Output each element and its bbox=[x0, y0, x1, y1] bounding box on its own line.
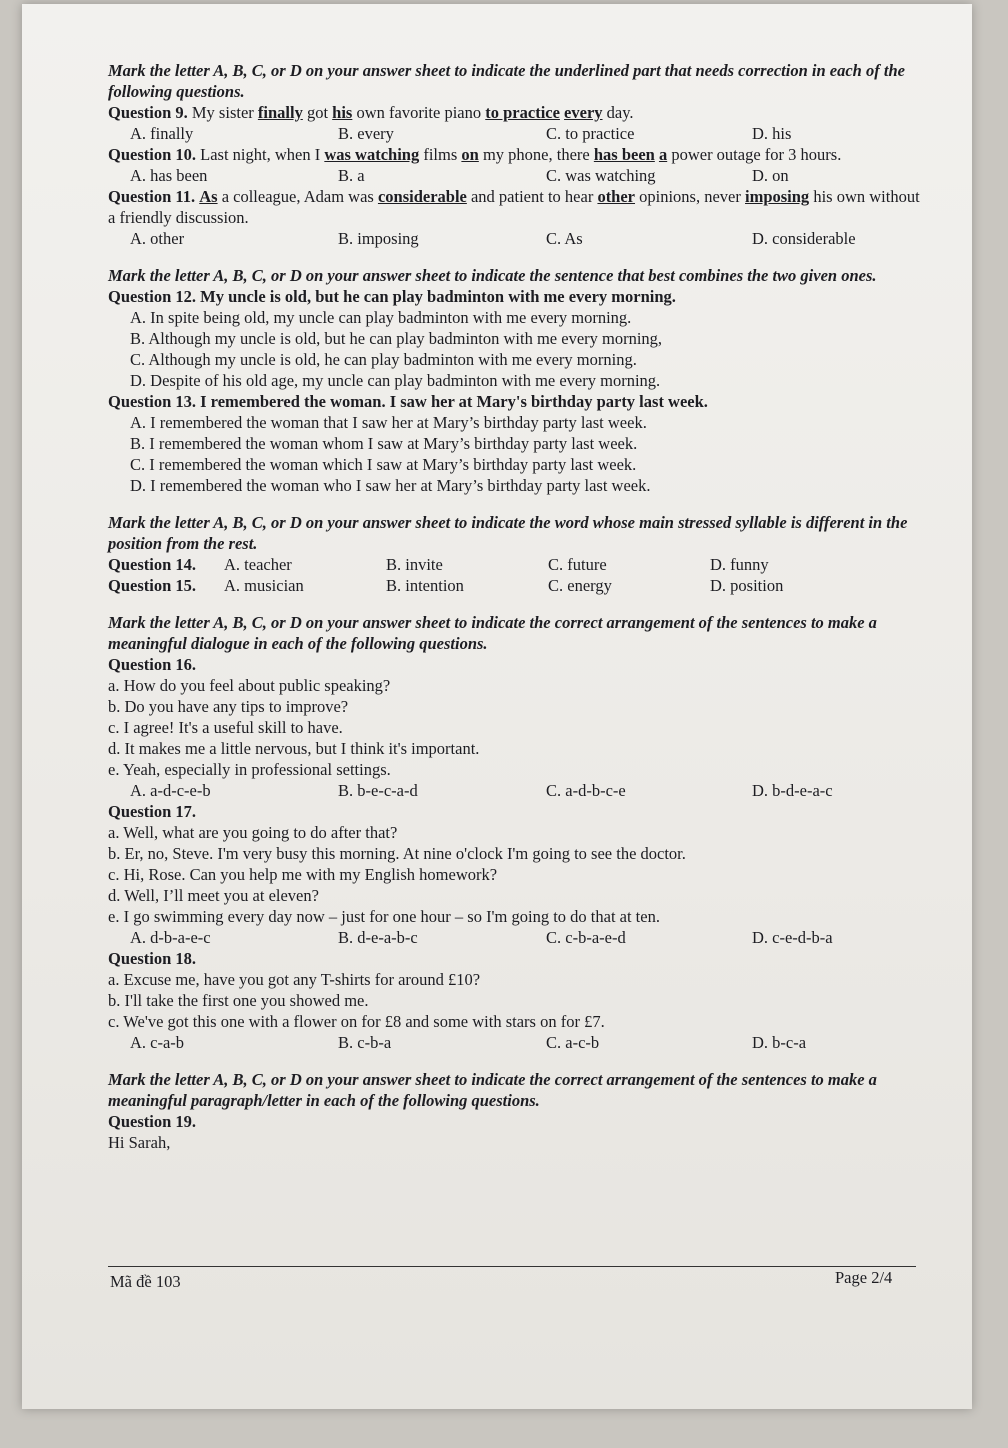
option-b[interactable]: B. a bbox=[338, 166, 365, 185]
section-instruction: Mark the letter A, B, C, or D on your answer sheet to indicate the correct arrangement of the sentences to make a meaningful dialogue in each of the following questions. bbox=[108, 613, 877, 653]
dialogue-line: c. We've got this one with a flower on for £8 and some with stars on for £7. bbox=[108, 1012, 605, 1031]
options-q16 bbox=[108, 780, 923, 801]
dialogue-line: a. Well, what are you going to do after that? bbox=[108, 823, 398, 842]
option-d[interactable]: D. Despite of his old age, my uncle can play badminton with me every morning. bbox=[130, 371, 661, 390]
dialogue-line: b. I'll take the first one you showed me. bbox=[108, 991, 369, 1010]
option-b[interactable]: B. I remembered the woman whom I saw at Mary’s birthday party last week. bbox=[130, 434, 638, 453]
option-b[interactable]: B. d-e-a-b-c bbox=[338, 928, 418, 947]
dialogue-line: b. Do you have any tips to improve? bbox=[108, 697, 349, 716]
option-a[interactable]: A. has been bbox=[130, 166, 208, 185]
question-15: Question 15. A. musician B. intention C. energy D. position bbox=[108, 576, 784, 595]
option-c[interactable]: C. As bbox=[546, 229, 583, 248]
dialogue-line: c. Hi, Rose. Can you help me with my English homework? bbox=[108, 865, 498, 884]
option-a[interactable]: A. musician bbox=[224, 576, 304, 595]
option-d[interactable]: D. position bbox=[710, 576, 784, 595]
question-11: Question 11. As a colleague, Adam was considerable and patient to hear other opinions, never imposing his own without a friendly discussion. bbox=[108, 187, 920, 227]
option-b[interactable]: B. imposing bbox=[338, 229, 419, 248]
option-d[interactable]: D. funny bbox=[710, 555, 769, 574]
option-a[interactable]: A. In spite being old, my uncle can play badminton with me every morning. bbox=[130, 308, 632, 327]
section-instruction: Mark the letter A, B, C, or D on your answer sheet to indicate the word whose main stressed syllable is different in the position from the rest. bbox=[108, 513, 908, 553]
option-c[interactable]: C. a-d-b-c-e bbox=[546, 781, 626, 800]
options-q18 bbox=[108, 1032, 923, 1053]
page-number: Page 2/4 bbox=[835, 1268, 893, 1287]
option-a[interactable]: A. c-a-b bbox=[130, 1033, 185, 1052]
option-d[interactable]: D. his bbox=[752, 124, 792, 143]
option-d[interactable]: D. b-d-e-a-c bbox=[752, 781, 833, 800]
option-a[interactable]: A. a-d-c-e-b bbox=[130, 781, 211, 800]
options-q9 bbox=[108, 123, 923, 144]
option-c[interactable]: C. to practice bbox=[546, 124, 635, 143]
option-b[interactable]: B. b-e-c-a-d bbox=[338, 781, 418, 800]
option-c[interactable]: C. c-b-a-e-d bbox=[546, 928, 626, 947]
spacer bbox=[108, 249, 923, 265]
option-a[interactable]: A. teacher bbox=[224, 555, 292, 574]
option-b[interactable]: B. invite bbox=[386, 555, 443, 574]
question-10: Question 10. Last night, when I was watching films on my phone, there has been a power outage for 3 hours. bbox=[108, 145, 842, 164]
dialogue-line: d. It makes me a little nervous, but I think it's important. bbox=[108, 739, 480, 758]
question-17: Question 17. bbox=[108, 802, 197, 821]
option-d[interactable]: D. on bbox=[752, 166, 789, 185]
dialogue-line: d. Well, I’ll meet you at eleven? bbox=[108, 886, 319, 905]
question-16: Question 16. bbox=[108, 655, 197, 674]
option-d[interactable]: D. b-c-a bbox=[752, 1033, 807, 1052]
option-c[interactable]: C. Although my uncle is old, he can play badminton with me every morning. bbox=[130, 350, 637, 369]
question-13: Question 13. I remembered the woman. I saw her at Mary's birthday party last week. bbox=[108, 392, 708, 411]
section-instruction: Mark the letter A, B, C, or D on your answer sheet to indicate the correct arrangement of the sentences to make a meaningful paragraph/letter in each of the following questions. bbox=[108, 1070, 877, 1110]
dialogue-line: e. Yeah, especially in professional settings. bbox=[108, 760, 391, 779]
option-b[interactable]: B. every bbox=[338, 124, 394, 143]
question-9: Question 9. My sister finally got his own favorite piano to practice every day. bbox=[108, 103, 634, 122]
options-q17 bbox=[108, 927, 923, 948]
letter-greeting: Hi Sarah, bbox=[108, 1133, 171, 1152]
option-a[interactable]: A. finally bbox=[130, 124, 194, 143]
question-14: Question 14. A. teacher B. invite C. future D. funny bbox=[108, 555, 769, 574]
footer-divider bbox=[108, 1266, 916, 1267]
exam-code: Mã đề 103 bbox=[110, 1272, 181, 1291]
option-a[interactable]: A. other bbox=[130, 229, 185, 248]
exam-content bbox=[108, 60, 923, 1153]
dialogue-line: a. How do you feel about public speaking? bbox=[108, 676, 391, 695]
spacer bbox=[108, 496, 923, 512]
option-a[interactable]: A. d-b-a-e-c bbox=[130, 928, 211, 947]
question-19: Question 19. bbox=[108, 1112, 197, 1131]
question-12: Question 12. My uncle is old, but he can play badminton with me every morning. bbox=[108, 287, 676, 306]
section-instruction: Mark the letter A, B, C, or D on your answer sheet to indicate the sentence that best combines the two given ones. bbox=[108, 266, 877, 285]
option-c[interactable]: C. a-c-b bbox=[546, 1033, 600, 1052]
option-b[interactable]: B. Although my uncle is old, but he can play badminton with me every morning, bbox=[130, 329, 663, 348]
option-d[interactable]: D. I remembered the woman who I saw her at Mary’s birthday party last week. bbox=[130, 476, 651, 495]
spacer bbox=[108, 596, 923, 612]
option-c[interactable]: C. energy bbox=[548, 576, 612, 595]
dialogue-line: e. I go swimming every day now – just for one hour – so I'm going to do that at ten. bbox=[108, 907, 660, 926]
option-c[interactable]: C. I remembered the woman which I saw at Mary’s birthday party last week. bbox=[130, 455, 637, 474]
options-q11 bbox=[108, 228, 923, 249]
option-c[interactable]: C. future bbox=[548, 555, 607, 574]
spacer bbox=[108, 1053, 923, 1069]
option-b[interactable]: B. c-b-a bbox=[338, 1033, 392, 1052]
question-18: Question 18. bbox=[108, 949, 197, 968]
option-d[interactable]: D. c-e-d-b-a bbox=[752, 928, 833, 947]
option-d[interactable]: D. considerable bbox=[752, 229, 856, 248]
dialogue-line: b. Er, no, Steve. I'm very busy this morning. At nine o'clock I'm going to see the doctor. bbox=[108, 844, 686, 863]
section-instruction: Mark the letter A, B, C, or D on your answer sheet to indicate the underlined part that needs correction in each of the following questions. bbox=[108, 61, 905, 101]
option-b[interactable]: B. intention bbox=[386, 576, 464, 595]
dialogue-line: c. I agree! It's a useful skill to have. bbox=[108, 718, 343, 737]
option-a[interactable]: A. I remembered the woman that I saw her at Mary’s birthday party last week. bbox=[130, 413, 647, 432]
dialogue-line: a. Excuse me, have you got any T-shirts for around £10? bbox=[108, 970, 481, 989]
option-c[interactable]: C. was watching bbox=[546, 166, 656, 185]
options-q10 bbox=[108, 165, 923, 186]
